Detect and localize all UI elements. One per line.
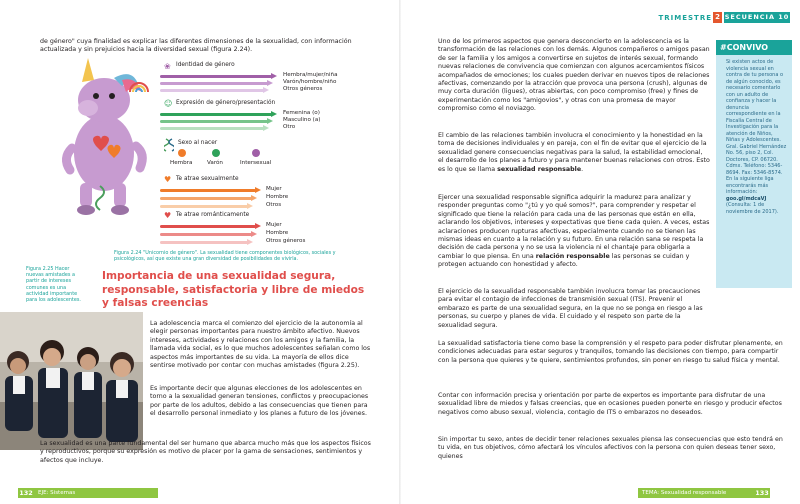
atrae-sex-option-1: Mujer bbox=[266, 186, 282, 192]
right-page bbox=[400, 0, 800, 504]
mature-sexuality-paragraph: Ejercer una sexualidad responsable significa adquirir la madurez para analizar y responder preguntas como "¿tú y yo qué somos?", para comprender y respetar el significado que tiene la relación para cada una de las personas que están en ella, aclarando los objetivos, intereses y expectativas que tiene cada quien. A veces, estas aclaraciones producen rupturas afectivas, especialmente cuando no se tienen las mismas ideas en cuanto a la relación y su futuro. En una relación sana se respeta la decisión de cada persona y no se usa la violencia ni el chantaje para obligarla a cambiar lo que piensa. En una relación responsable las personas se cuidan y protegen actuando con honestidad y afecto. bbox=[438, 194, 710, 269]
consequences-paragraph: Sin importar tu sexo, antes de decidir tener relaciones sexuales piensa las consecuencias que esto tendrá en tu vida, en tus objetivos, cómo afectará los vínculos afectivos con la persona con quien deseas tener sexo, quienes bbox=[438, 436, 783, 460]
heart-icon-red: ♥ bbox=[164, 211, 172, 220]
sexo-option-1: Hembra bbox=[170, 160, 193, 166]
student-1 bbox=[5, 351, 33, 431]
convivo-body: Si existen actos de violencia sexual en contra de tu persona o de algún conocido, es necesario comentarlo con un adulto de confianza y hacer la denuncia correspondiente en la Fiscalía Central de Investigación para la atención de Niños, Niñas y Adolescentes. Gral. Gabriel Hernández No. 56, piso 2, Col. Doctores, CP. 06720. Cdmx. Teléfono: 5346-8694. Fax: 5346-8574. En la siguiente liga encontrarás más información: goo.gl/mdcaVJ (Consulta: 1 de noviembre de 2017). bbox=[726, 59, 787, 215]
student-4 bbox=[106, 352, 138, 442]
sexuality-paragraph: La sexualidad es una parte fundamental del ser humano que abarca mucho más que los aspectos físicos y reproductivos, porque su expresión es motivo de placer por la gama de sensaciones, sentimientos y afectos que incluye. bbox=[40, 440, 371, 464]
expresion-option-2: Masculino (a) bbox=[283, 117, 321, 123]
secuencia-label: SECUENCIA 10 bbox=[724, 13, 790, 21]
relationships-paragraph: Uno de los primeros aspectos que genera desconcierto en la adolescencia es la transformación de las relaciones con los demás. Algunos compañeros o amigos pasan de ser la familia y los amigos a convertirse en sujetos de interés sexual, formando nuevas relaciones de convivencia que comienzan con algunos acercamientos físicos acompañados de emociones; los cuales pueden derivar en nuevos tipos de relaciones afectivas, comenzando por la atracción que provoca una persona (crush), algunas de muy corta duración (ligues), otras abiertas, con poco compromiso (free) y fines de experimentación como los "amigovios", y otras con una promesa de mayor compromiso como el noviazgo. bbox=[438, 38, 710, 113]
heart-icon-orange: ♥ bbox=[164, 175, 172, 184]
atrae-sex-option-3: Otros bbox=[266, 202, 282, 208]
expression-icon: ☺ bbox=[164, 99, 173, 108]
expresion-arrow-2 bbox=[160, 120, 268, 123]
atrae-rom-option-1: Mujer bbox=[266, 222, 282, 228]
student-3 bbox=[74, 347, 102, 438]
atrae-sex-arrow-1 bbox=[160, 189, 256, 192]
right-footer bbox=[638, 488, 770, 498]
identidad-option-2: Varón/hombre/niño bbox=[283, 79, 337, 85]
identidad-option-1: Hembra/mujer/niña bbox=[283, 72, 338, 78]
atrae-rom-option-2: Hombre bbox=[266, 230, 289, 236]
atrae-rom-option-3: Otros géneros bbox=[266, 238, 306, 244]
trimestre-label: TRIMESTRE bbox=[658, 14, 712, 22]
atrae-sex-option-2: Hombre bbox=[266, 194, 289, 200]
identidad-arrow-3 bbox=[160, 89, 264, 92]
identidad-arrow-2 bbox=[160, 82, 268, 85]
information-paragraph: Contar con información precisa y orientación por parte de expertos es importante para disfrutar de una sexualidad libre de miedos y falsas creencias, que en ocasiones pueden ponerte en riesgo y producir efectos negativos como abuso sexual, violencia, contagio de ITS o embarazos no deseados. bbox=[438, 392, 782, 416]
intro-paragraph: de género" cuya finalidad es explicar las diferentes dimensiones de la sexualidad, con información actualizada y sin prejuicios hacia la diversidad sexual (figura 2.24). bbox=[40, 38, 352, 54]
eje-label: EJE: Sistemas bbox=[34, 488, 158, 498]
identidad-option-3: Otros géneros bbox=[283, 86, 323, 92]
sexo-option-2: Varón bbox=[207, 160, 223, 166]
student-2 bbox=[38, 340, 68, 438]
atrae-sex-arrow-2 bbox=[160, 197, 252, 200]
convivo-link[interactable]: goo.gl/mdcaVJ bbox=[726, 195, 767, 202]
expresion-arrow-3 bbox=[160, 127, 264, 130]
atrae-rom-arrow-1 bbox=[160, 225, 256, 228]
sexo-option-3: Intersexual bbox=[240, 160, 272, 166]
adolescence-paragraph: La adolescencia marca el comienzo del ejercicio de la autonomía al elegir personas importantes para nuestro ámbito afectivo. Nuevos intereses, actividades y relaciones con los amigos y la familia, la llamada vida social, es lo que muchos adolescentes señalan como los aspectos más importantes de su vida. La mayoría de ellos dice sentirse motivado por contar con muchas amistades (figura 2.25). bbox=[150, 320, 371, 370]
identidad-title: Identidad de género bbox=[176, 62, 235, 68]
identidad-arrow-1 bbox=[160, 75, 272, 78]
expresion-option-1: Femenina (o) bbox=[283, 110, 320, 116]
expresion-arrow-1 bbox=[160, 113, 272, 116]
rainbow-icon bbox=[128, 80, 150, 92]
satisfying-sexuality-paragraph: La sexualidad satisfactoria tiene como base la comprensión y el respeto para poder disfrutar plenamente, en condiciones adecuadas para estar seguros y tranquilos, tomando las decisiones con tiempo, para compartir con la persona que quieres y te quiere, sentimientos profundos, sin poner en riesgo tu salud física y mental. bbox=[438, 340, 783, 364]
atrae-rom-arrow-2 bbox=[160, 233, 252, 236]
sexo-title: Sexo al nacer bbox=[178, 140, 218, 146]
atrae-sex-arrow-3 bbox=[160, 205, 248, 208]
responsible-sexuality-paragraph: El cambio de las relaciones también involucra el conocimiento y la honestidad en la toma de decisiones individuales y en pareja, con el fin de evitar que el ejercicio de la sexualidad genere consecuencias negativas para la salud, la estabilidad emocional, el desarrollo de los planes a futuro y para mantener buenas relaciones con otros. Esto es lo que se llama sexualidad responsable. bbox=[438, 132, 710, 173]
sexo-dot-varon bbox=[212, 149, 220, 157]
figure-2-24-caption: Figura 2.24 "Unicornio de género". La sexualidad tiene componentes biológicos, sociales y psicológicos, así que existe una gran diversidad de posibilidades de vivirla. bbox=[114, 250, 336, 263]
section-title: Importancia de una sexualidad segura, responsable, satisfactoria y libre de miedos y falsas creencias bbox=[102, 270, 365, 310]
sexualidad-responsable-term: sexualidad responsable bbox=[497, 165, 582, 173]
figure-2-25-caption: Figura 2.25 Hacer nuevas amistades a partir de intereses comunes es una actividad importante para los adolescentes. bbox=[26, 266, 81, 304]
dna-icon-small bbox=[164, 138, 174, 152]
trimestre-number: 2 bbox=[713, 12, 722, 23]
brain-icon: ❀ bbox=[164, 62, 171, 71]
convivo-sidebar bbox=[716, 40, 792, 288]
right-page-number: 133 bbox=[755, 489, 769, 497]
students-photo bbox=[0, 312, 143, 450]
expresion-option-3: Otro bbox=[283, 124, 296, 130]
atrae-sex-title: Te atrae sexualmente bbox=[176, 176, 239, 182]
tema-label: TEMA: Sexualidad responsable bbox=[638, 488, 754, 498]
convivo-title: #CONVIVO bbox=[716, 40, 792, 55]
atrae-rom-title: Te atrae románticamente bbox=[176, 212, 250, 218]
sexo-dot-intersexual bbox=[252, 149, 260, 157]
left-footer bbox=[18, 488, 158, 498]
expresion-title: Expresión de género/presentación bbox=[176, 100, 276, 106]
safe-sexuality-paragraph: El ejercicio de la sexualidad responsable también involucra tomar las precauciones para evitar el contagio de infecciones de transmisión sexual (ITS). Prevenir el embarazo es parte de una sexualidad segura, en la que no se ponga en riesgo a las personas, su cuerpo y planes de vida. El cuidado y el respeto son parte de la sexualidad segura. bbox=[438, 288, 703, 329]
atrae-rom-arrow-3 bbox=[160, 241, 248, 244]
left-page-number: 132 bbox=[19, 489, 33, 497]
relacion-responsable-term: relación responsable bbox=[535, 252, 610, 260]
choices-paragraph: Es importante decir que algunas elecciones de los adolescentes en torno a la sexualidad generan tensiones, conflictos y preocupaciones por parte de los adultos, debido a las consecuencias que tienen para el desarrollo personal inmediato y los planes a futuro de los jóvenes. bbox=[150, 385, 369, 418]
sexo-dot-hembra bbox=[178, 149, 186, 157]
